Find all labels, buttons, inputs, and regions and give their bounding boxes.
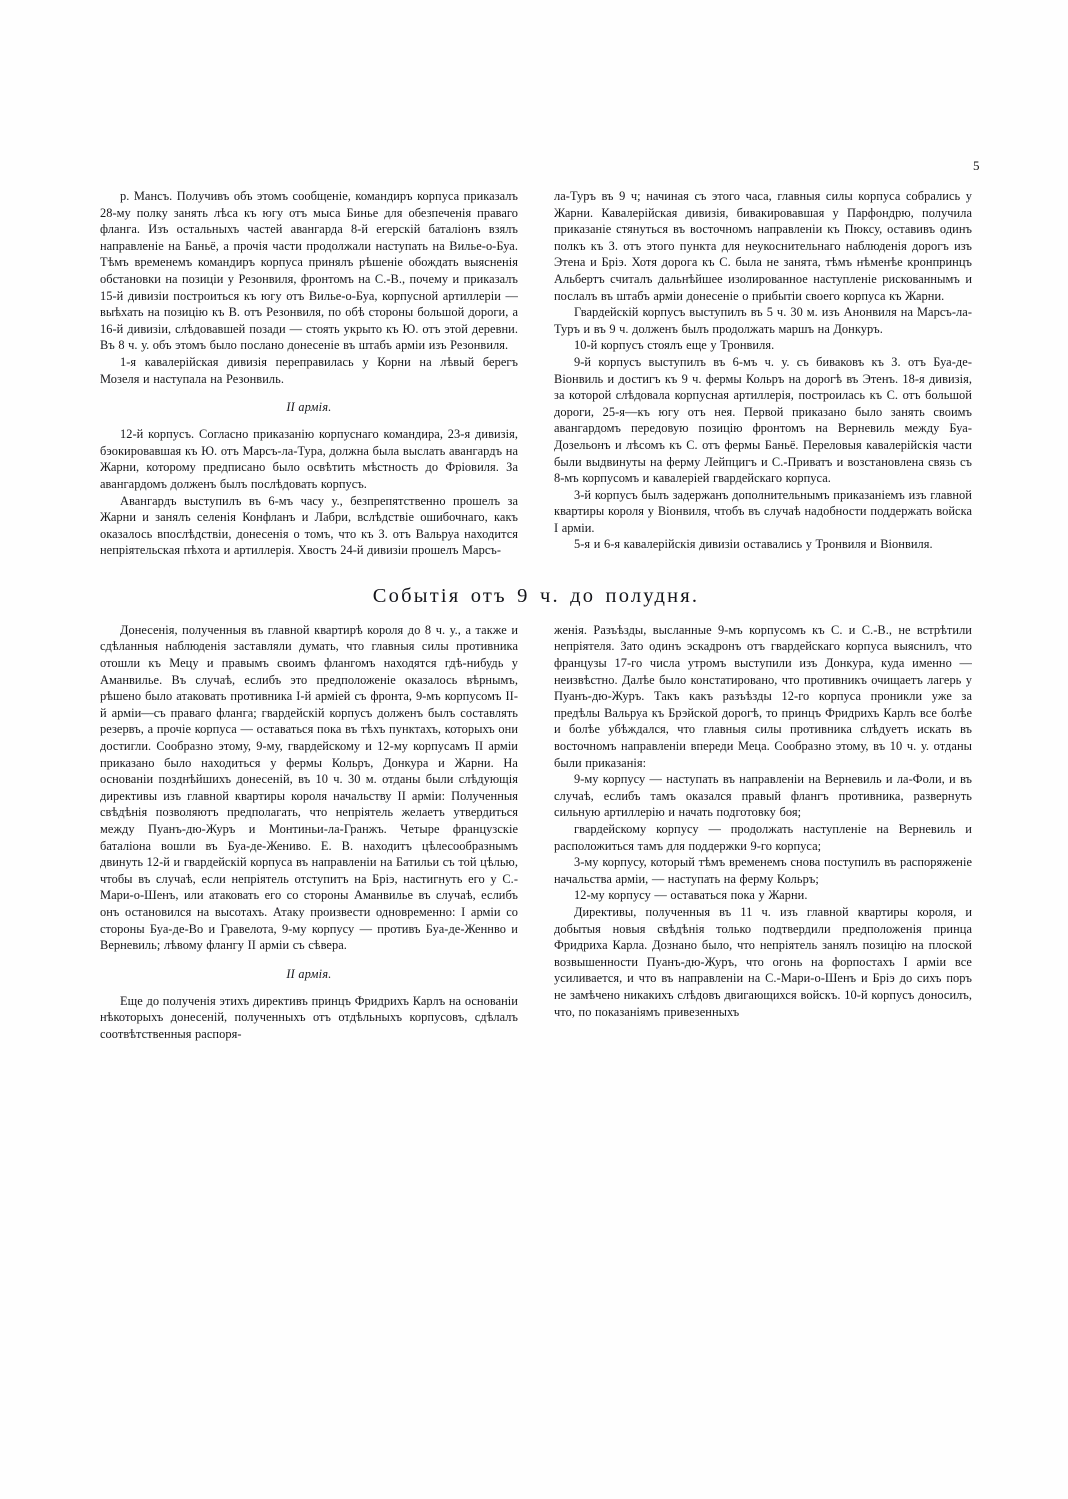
paragraph: 12-й корпусъ. Согласно приказанію корпуснаго командира, 23-я дивизія, бэокировавшая къ Ю. отъ Марсъ-ла-Тура, должна была выслать авангардъ на Жарни, которому предписано было освѣтить мѣстность до Фріовиля. За авангардомъ долженъ былъ послѣдовать корпусъ. (100, 427, 518, 491)
paragraph: р. Мансъ. Получивъ объ этомъ сообщеніе, командиръ корпуса приказалъ 28-му полку занять лѣса къ югу отъ мыса Бинье для обезпеченія праваго фланга. Изъ остальныхъ частей авангарда 8-й егерскій баталіонъ взялъ направленіе на Баньё, а прочія части продолжали наступать на Вилье-о-Буа. Тѣмъ временемъ командиръ корпуса принялъ рѣшеніе обождать выясненія обстановки на позиціи у Резонвиля, фронтомъ на С.-В., почему и приказалъ 15-й дивизіи построиться къ югу отъ Вилье-о-Буа, корпусной артиллеріи — выѣхать на позицію къ В. отъ Резонвиля, по обѣ стороны большой дороги, а 16-й дивизіи, слѣдовавшей позади — стоять укрыто къ Ю. отъ этой деревни. Въ 8 ч. у. объ этомъ было послано донесеніе въ штабъ арміи изъ Резонвиля. (100, 189, 518, 353)
page-number: 5 (973, 158, 980, 173)
paragraph: Еще до полученія этихъ директивъ принцъ Фридрихъ Карлъ на основаніи нѣкоторыхъ донесеній, полученныхъ отъ отдѣльныхъ корпусовъ, сдѣлалъ соотвѣтственныя распоря- (100, 993, 518, 1041)
paragraph: женія. Разъѣзды, высланные 9-мъ корпусомъ къ С. и С.-В., не встрѣтили непріятеля. Зато одинъ эскадронъ отъ гвардейскаго корпуса выяснилъ, что французы 17-го числа утромъ выступили изъ Донкура, куда именно — неизвѣстно. Далѣе было констатировано, что противникъ очищаетъ лагерь у Пуанъ-дю-Журъ. Такъ какъ разъѣзды 12-го корпуса проникли уже за предѣлы Вальруа къ Брэйской дорогѣ, то принцъ Фридрихъ Карлъ все болѣе и болѣе убѣждался, что главныя силы противника слѣдуетъ искать въ восточномъ направленіи впереди Меца. Сообразно этому, въ 10 ч. у. отданы были приказанія: (554, 622, 972, 770)
section-heading: Событія отъ 9 ч. до полудня. (372, 584, 700, 607)
paragraph: Гвардейскій корпусъ выступилъ въ 5 ч. 30 м. изъ Анонвиля на Марсъ-ла-Туръ и въ 9 ч. долженъ былъ продолжать маршъ на Донкуръ. (554, 305, 972, 336)
paragraph: 1-я кавалерійская дивизія переправилась у Корни на лѣвый берегъ Мозеля и наступала на Резонвиль. (100, 354, 518, 386)
paragraph: 10-й корпусъ стоялъ еще у Тронвиля. (574, 338, 775, 353)
paragraph: 12-му корпусу — оставаться пока у Жарни. (574, 888, 808, 903)
paragraph: Директивы, полученныя въ 11 ч. изъ главной квартиры короля, и добытыя новыя свѣдѣнія только подтвердили предположенія принца Фридриха Карла. Дознано было, что непріятель занялъ позицію на плоской возвышенности Пуанъ-дю-Журъ, что огонь на форпостахъ I арміи все усиливается, и что въ направленіи на С.-Мари-о-Шенъ и Бріэ до сихъ поръ не замѣчено никакихъ слѣдовъ двигающихся войскъ. 10-й корпусъ доносилъ, что, по показаніямъ привезенныхъ (554, 904, 972, 1019)
paragraph: 9-му корпусу — наступать въ направленіи на Верневиль и ла-Фоли, и въ случаѣ, еслибъ тамъ оказался правый флангъ противника, развернуть сильную артиллерію и начать подготовку боя; (554, 772, 972, 820)
column-right-top (554, 188, 972, 559)
column-left-bottom (100, 622, 518, 1043)
paragraph: гвардейскому корпусу — продолжать наступленіе на Верневиль и расположиться тамъ для поддержки 9-го корпуса; (554, 822, 972, 853)
bottom-columns (100, 622, 972, 1043)
paragraph: 9-й корпусъ выступилъ въ 6-мъ ч. у. съ биваковъ къ З. отъ Буа-де-Віонвиль и достигъ къ 9 ч. фермы Кольръ на дорогѣ въ Этенъ. 18-я дивизія, за которой слѣдовала корпусная артиллерія, построилась къ С. отъ большой дороги, 25-я—къ югу отъ нея. Первой приказано было занять своимъ авангардомъ передовую позицію фронтомъ на Верневиль между Буа-Дозельонъ и лѣсомъ къ С. отъ фермы Баньё. Переловыя кавалерійскія части были выдвинуты на ферму Лейпцигъ и С.-Приватъ и возстановлена связь съ 8-мъ корпусомъ и кавалеріей гвардейскаго корпуса. (554, 354, 972, 486)
paragraph: 3-му корпусу, который тѣмъ временемъ снова поступилъ въ распоряженіе начальства арміи, — наступать на ферму Кольръ; (554, 855, 972, 886)
subheading-army: II армія. (286, 400, 332, 415)
paragraph: ла-Туръ въ 9 ч; начиная съ этого часа, главныя силы корпуса собрались у Жарни. Кавалерійская дивизія, бивакировавшая у Парфондрю, получила приказаніе стянуться въ восточномъ направленіи къ Пюксу, оставивъ одинъ полкъ къ З. отъ этого пункта для неукоснительнаго наблюденія дорогъ изъ Этена и Бріэ. Хотя дорога къ С. была не занята, тѣмъ нѣменѣе кронпринцъ Альбертъ считалъ дальнѣйшее изолированное наступленіе рискованнымъ и послалъ въ штабъ арміи донесеніе о прибытіи своего корпуса къ Жарни. (554, 189, 972, 303)
paragraph: Донесенія, полученныя въ главной квартирѣ короля до 8 ч. у., а также и сдѣланныя наблюденія заставляли думать, что главныя силы противника отошли къ Мецу и правымъ своимъ флангомъ находятся гдѣ-нибудь у Аманвилье. Въ случаѣ, еслибъ это предположеніе оказалось вѣрнымъ, рѣшено было атаковать противника I-й арміей съ фронта, 9-мъ корпусомъ II-й арміи—съ праваго фланга; гвардейскій корпусъ долженъ былъ составлять резервъ, а прочіе корпуса — оставаться пока въ тѣхъ пунктахъ, которыхъ они достигли. Сообразно этому, 9-му, гвардейскому и 12-му корпусамъ II арміи приказано было находиться у фермы Кольръ, Донкура и Жарни. На основаніи позднѣйшихъ донесеній, въ 10 ч. 30 м. отданы были слѣдующія директивы изъ главной квартиры короля начальству II арміи: Полученныя свѣдѣнія позволяютъ предполагать, что непріятель желаетъ утвердиться между Пуанъ-дю-Журъ и Монтиньи-ла-Гранжъ. Четыре французскіе баталіона вошли въ Буа-де-Жениво. Е. В. находитъ цѣлесообразнымъ двинуть 12-й и гвардейскій корпуса въ направленіи на Батильи съ той цѣлью, чтобы въ случаѣ, если непріятель отступитъ на Бріэ, настигнуть его у С.-Мари-о-Шенъ, или атаковать его со стороны Аманвилье въ случаѣ, еслибъ онъ остановился на высотахъ. Атаку произвести одновременно: I арміи со стороны Буа-де-Во и Гравелота, 9-му корпусу — противъ Буа-де-Женнво и Верневиль; лѣвому флангу II арміи съ сѣвера. (100, 622, 518, 953)
subheading-army: II армія. (286, 966, 332, 981)
top-columns (100, 188, 972, 559)
paragraph: 5-я и 6-я кавалерійскія дивизіи оставались у Тронвиля и Віонвиля. (574, 537, 933, 552)
column-right-bottom (554, 622, 972, 1043)
page-content (100, 188, 972, 1043)
paragraph: 3-й корпусъ былъ задержанъ дополнительнымъ приказаніемъ изъ главной квартиры короля у Віонвиля, чтобъ въ случаѣ надобности поддержать войска I арміи. (554, 487, 972, 535)
paragraph: Авангардъ выступилъ въ 6-мъ часу у., безпрепятственно прошелъ за Жарни и занялъ селенія Конфланъ и Лабри, вслѣдствіе ошибочнаго, какъ оказалось впослѣдствіи, донесенія о томъ, что къ З. отъ Вальруа находится непріятельская пѣхота и артиллерія. Хвостъ 24-й дивизіи прошелъ Марсъ- (100, 493, 518, 558)
column-left-top (100, 188, 518, 559)
